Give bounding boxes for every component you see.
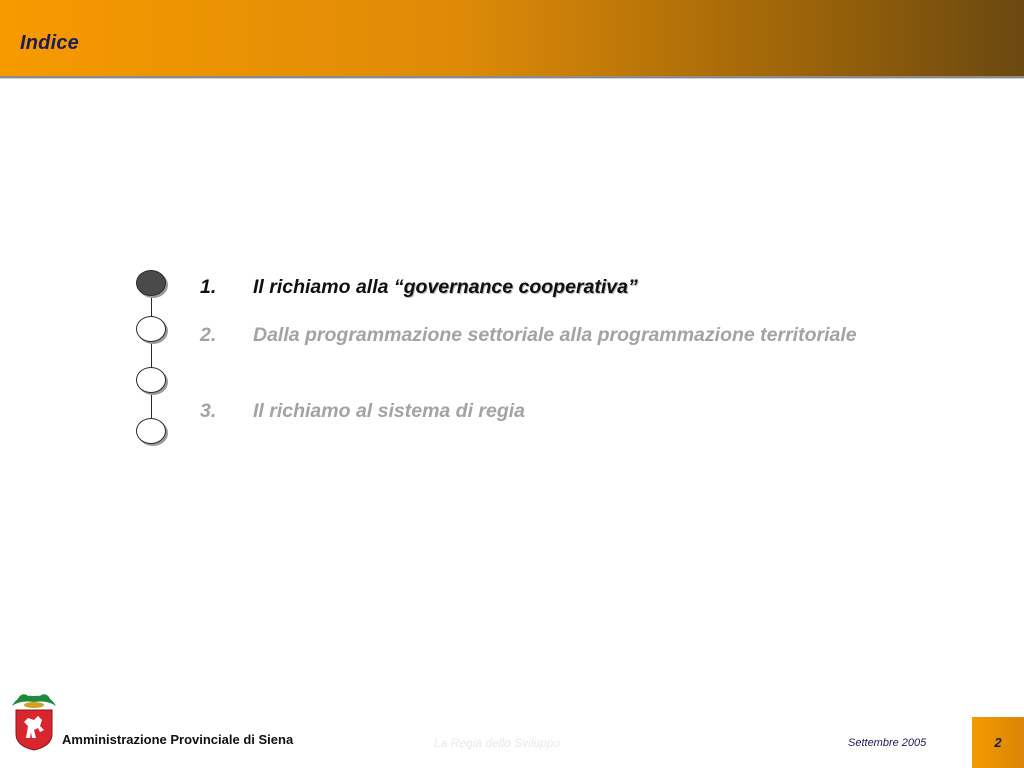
slide-title: Indice: [20, 32, 79, 54]
page-number-box: [972, 717, 1024, 768]
timeline-node-1-active: [136, 270, 166, 296]
toc-item-text-suffix: ”: [627, 276, 638, 298]
page-number: 2: [994, 735, 1002, 750]
header-divider-light: [0, 78, 1024, 79]
timeline-node-2: [136, 316, 166, 342]
timeline-node-3: [136, 367, 166, 393]
footer-organization: Amministrazione Provinciale di Siena: [62, 732, 294, 747]
toc-timeline: [136, 270, 172, 450]
footer-date: Settembre 2005: [848, 737, 927, 749]
header-bar: [0, 0, 1024, 76]
province-coat-of-arms-icon: [8, 690, 60, 752]
toc-item-emphasis: governance cooperativa: [403, 276, 628, 298]
timeline-node-4: [136, 418, 166, 444]
toc-item-number: 1.: [200, 276, 217, 298]
toc-item-text: [253, 274, 873, 301]
toc-item-text: Dalla programmazione settoriale alla programmazione territoriale: [253, 324, 857, 346]
toc-item-text-prefix: Il richiamo alla “: [253, 276, 404, 298]
timeline-line: [151, 282, 152, 430]
toc-item-number: 3.: [200, 400, 217, 422]
toc-item-number: 2.: [200, 324, 217, 346]
footer-center-text: La Regia dello Sviluppo: [434, 736, 561, 750]
toc-item-text: Il richiamo al sistema di regia: [253, 400, 526, 422]
